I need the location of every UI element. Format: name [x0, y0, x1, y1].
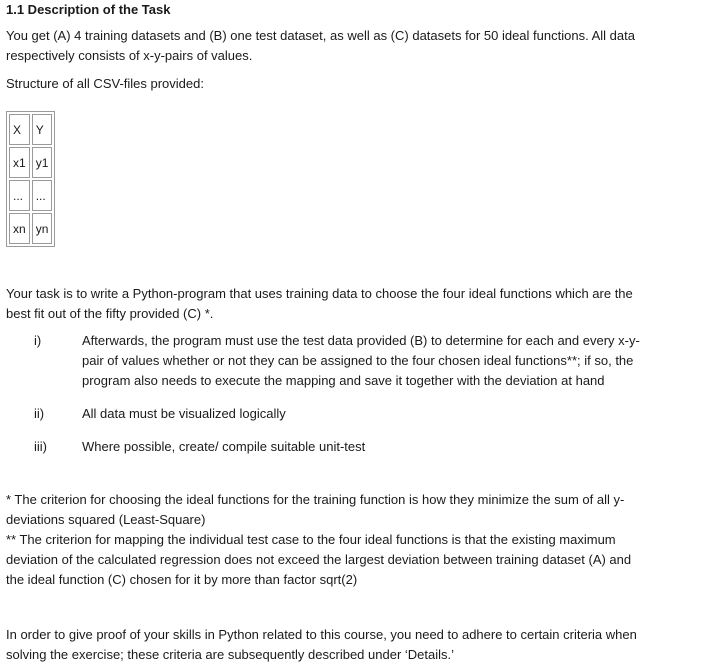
footnote-line: the ideal function (C) chosen for it by more than factor sqrt(2) — [6, 572, 358, 587]
list-text — [82, 404, 667, 424]
list-line: pair of values whether or not they can be assigned to the four chosen ideal functions**; if so, the — [82, 353, 634, 368]
closing-line: In order to give proof of your skills in Python related to this course, you need to adhere to certain criteria when — [6, 627, 637, 642]
footnotes — [6, 490, 666, 590]
closing-line: solving the exercise; these criteria are subsequently described under ‘Details.’ — [6, 647, 455, 662]
intro-paragraph — [6, 26, 666, 66]
table-cell: ... — [32, 180, 53, 211]
closing-paragraph — [6, 625, 666, 665]
table-row — [9, 114, 52, 145]
structure-label: Structure of all CSV-files provided: — [6, 76, 204, 91]
list-number: i) — [34, 333, 42, 348]
list-line: Afterwards, the program must use the test data provided (B) to determine for each and every x-y- — [82, 333, 640, 348]
section-heading: 1.1 Description of the Task — [6, 2, 171, 17]
table-cell: x1 — [9, 147, 30, 178]
list-line: Where possible, create/ compile suitable unit-test — [82, 439, 366, 454]
list-number: ii) — [34, 406, 45, 421]
intro-line: respectively consists of x-y-pairs of values. — [6, 48, 253, 63]
csv-structure-table — [6, 111, 55, 247]
list-line: program also needs to execute the mapping and save it together with the deviation at hand — [82, 373, 605, 388]
list-line: All data must be visualized logically — [82, 406, 286, 421]
list-number: iii) — [34, 439, 47, 454]
footnote-line: * The criterion for choosing the ideal functions for the training function is how they minimize the sum of all y- — [6, 492, 625, 507]
task-paragraph — [6, 284, 666, 324]
list-text — [82, 331, 667, 391]
task-line: Your task is to write a Python-program that uses training data to choose the four ideal functions which are the — [6, 286, 633, 301]
footnote-line: deviation of the calculated regression does not exceed the largest deviation between training dataset (A) and — [6, 552, 632, 567]
intro-line: You get (A) 4 training datasets and (B) one test dataset, as well as (C) datasets for 50 ideal functions. All data — [6, 28, 635, 43]
table-cell: X — [9, 114, 30, 145]
table-row — [9, 147, 52, 178]
task-line: best fit out of the fifty provided (C) *. — [6, 306, 214, 321]
table-cell: yn — [32, 213, 53, 244]
footnote-line: ** The criterion for mapping the individual test case to the four ideal functions is that the existing maximum — [6, 532, 616, 547]
table-cell: ... — [9, 180, 30, 211]
table-cell: xn — [9, 213, 30, 244]
footnote-line: deviations squared (Least-Square) — [6, 512, 206, 527]
table-row — [9, 180, 52, 211]
table-row — [9, 213, 52, 244]
table-cell: y1 — [32, 147, 53, 178]
table-cell: Y — [32, 114, 53, 145]
list-text — [82, 437, 667, 457]
